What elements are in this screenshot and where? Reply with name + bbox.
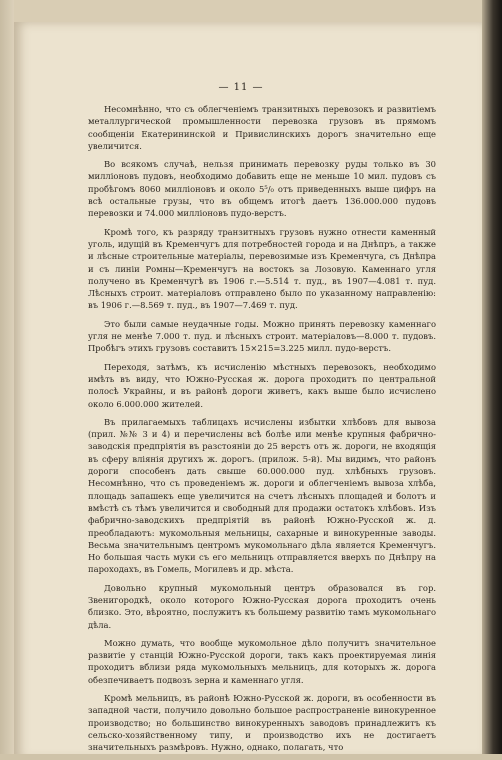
paragraph-7: Довольно крупный мукомольный центръ образовался въ гор. Звенигородкѣ, около которого Южно-Русская дорога проходитъ очень близко. Это, вѣроятно, послужитъ къ большему развитію тамъ мукомольнаго дѣла. <box>88 582 436 630</box>
body-text <box>88 103 436 760</box>
paragraph-6: Въ прилагаемыхъ таблицахъ исчислены избытки хлѣбовъ для вывоза (прил. №№ 3 и 4) и перечислены всѣ болѣе или менѣе крупныя фабрично-заводскія предпріятія въ разстояніи до 25 верстъ отъ ж. дороги, не входящія въ сферу вліянія другихъ ж. дорогъ. (прилож. 5-й). Мы видимъ, что районъ дороги способенъ дать свыше 60.000.000 пуд. хлѣбныхъ грузовъ. Несомнѣнно, что съ проведеніемъ ж. дороги и облегченіемъ вывоза хлѣба, площадь запашекъ еще увеличится на счетъ лѣсныхъ площадей и болотъ и вмѣстѣ съ тѣмъ увеличится и свободный для продажи остатокъ хлѣбовъ. Изъ фабрично-заводскихъ предпріятій въ районѣ Южно-Русской ж. д. преобладаютъ: мукомольныя мельницы, сахарные и винокуренные заводы. Весьма значительнымъ центромъ мукомольнаго дѣла является Кременчугъ. Но большая часть муки съ его мельницъ отправляется вверхъ по Днѣпру на пароходахъ, въ Гомель, Могилевъ и др. мѣста. <box>88 416 436 575</box>
paragraph-5: Переходя, затѣмъ, къ исчисленію мѣстныхъ перевозокъ, необходимо имѣть въ виду, что Южно-Русская ж. дорога проходитъ по центральной полосѣ Украйны, и въ районѣ дороги живетъ, какъ выше было исчислено около 6.000.000 жителей. <box>88 361 436 409</box>
binding-edge <box>0 0 14 760</box>
paragraph-9: Кромѣ мельницъ, въ районѣ Южно-Русской ж. дороги, въ особенности въ западной части, получило довольно большое распространеніе винокуренное производство; но большинство винокуренныхъ заводовъ принадлежитъ къ сельско-хозяйственному типу, и производство ихъ не достигаетъ значительныхъ размѣровъ. Нужно, однако, полагать, что <box>88 693 436 753</box>
paragraph-2: Во всякомъ случаѣ, нельзя принимать перевозку руды только въ 30 милліоновъ пудовъ, необходимо добавить еще не меньше 10 мил. пудовъ съ пробѣгомъ 8060 милліоновъ и около 5⁵/₀ отъ приведенныхъ выше цифръ на всѣ остальные грузы, что въ общемъ итогѣ даетъ 136.000.000 пудовъ перевозки и 74.000 милліоновъ пудо-верстъ. <box>88 159 436 219</box>
paragraph-1: Несомнѣнно, что съ облегченіемъ транзитныхъ перевозокъ и развитіемъ металлургической промышленности перевозка грузовъ въ прямомъ сообщеніи Екатерининской и Привислинскихъ дорогъ значительно еще увеличится. <box>88 104 436 151</box>
paragraph-8: Можно думать, что вообще мукомольное дѣло получитъ значительное развитіе у станцій Южно-Русской дороги, такъ какъ проектируемая линія проходитъ вблизи ряда мукомольныхъ мельницъ, для которыхъ ж. дорога обезпечиваетъ подвозъ зерна и каменнаго угля. <box>88 637 436 685</box>
paragraph-4: Это были самые неудачные годы. Можно принять перевозку каменнаго угля не менѣе 7.000 т. пуд. и лѣсныхъ строит. матеріаловъ—8.000 т. пудовъ. Пробѣгъ этихъ грузовъ составитъ 15×215=3.225 милл. пудо-верстъ. <box>88 318 436 354</box>
paragraph-3: Кромѣ того, къ разряду транзитныхъ грузовъ нужно отнести каменный уголь, идущій въ Кременчугъ для потребностей города и на Днѣпръ, а также и лѣсные строительные матеріалы, перевозимые изъ Кременчуга, съ Днѣпра и съ линіи Ромны—Кременчугъ на востокъ за Лозовую. Каменнаго угля получено въ Кременчугѣ въ 1906 г.—5.514 т. пуд., въ 1907—4.081 т. пуд. Лѣсныхъ строит. матеріаловъ отправлено было по указанному направленію: въ 1906 г.—8.569 т. пуд., въ 1907—7.469 т. пуд. <box>88 226 436 311</box>
page-edge-shadow <box>482 0 502 760</box>
page-number: — 11 — <box>218 82 264 93</box>
